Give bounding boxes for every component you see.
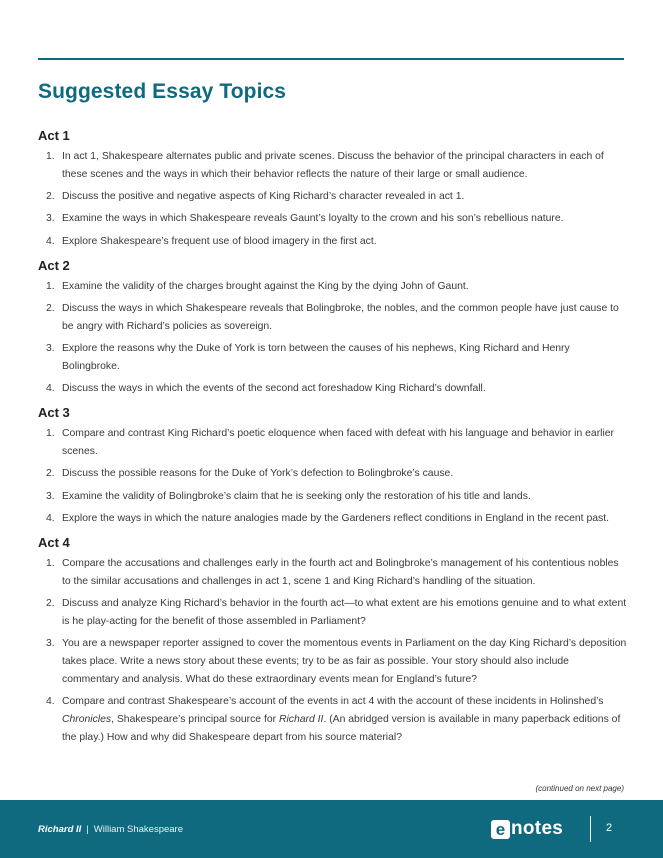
topic-number: 3. <box>46 638 55 650</box>
topic-text: Compare and contrast King Richard’s poetic eloquence when faced with defeat with his language and behavior in earlier scenes. <box>62 428 615 458</box>
topic-text: , Shakespeare’s principal source for <box>111 714 279 726</box>
topic-number: 4. <box>46 696 55 708</box>
essay-topics-content <box>38 128 628 754</box>
topic-list <box>38 555 628 748</box>
topic-text: Explore the ways in which the nature analogies made by the Gardeners reflect conditions in England in the recent past. <box>62 512 609 524</box>
topic-number: 1. <box>46 280 55 292</box>
enotes-logo-text: notes <box>511 818 564 839</box>
topic-number: 2. <box>46 597 55 609</box>
continued-note: (continued on next page) <box>535 784 624 793</box>
topic-item <box>38 595 628 631</box>
topic-item <box>38 693 628 747</box>
topic-number: 2. <box>46 302 55 314</box>
topic-item <box>38 210 628 228</box>
topic-text: Examine the validity of the charges brought against the King by the dying John of Gaunt. <box>62 280 469 292</box>
topic-text: Examine the ways in which Shakespeare reveals Gaunt’s loyalty to the crown and his son’s rebellious nature. <box>62 213 564 225</box>
topic-number: 2. <box>46 191 55 203</box>
top-rule <box>38 58 624 60</box>
topic-text: Explore the reasons why the Duke of York is torn between the causes of his nephews, King Richard and Henry Bolingbroke. <box>62 342 570 372</box>
topic-number: 1. <box>46 557 55 569</box>
topic-item <box>38 425 628 461</box>
topic-item <box>38 510 628 528</box>
topic-text: You are a newspaper reporter assigned to cover the momentous events in Parliament on the day King Richard’s deposition takes place. Write a news story about these events; try to be as fair as possible. Your story should also include commentary and analysis. What do these extraordinary events mean for England’s future? <box>62 638 627 686</box>
topic-text: . (An abridged version is available in many paperback editions of the play.) How and why did Shakespeare depart from his source material? <box>62 714 621 744</box>
topic-item <box>38 555 628 591</box>
topic-text: Examine the validity of Bolingbroke’s claim that he is seeking only the restoration of his title and lands. <box>62 490 531 502</box>
footer-citation <box>38 824 183 835</box>
topic-text: Explore Shakespeare’s frequent use of blood imagery in the first act. <box>62 235 377 247</box>
topic-item <box>38 635 628 689</box>
topic-text: Compare the accusations and challenges early in the fourth act and Bolingbroke’s management of his contentious nobles to the similar accusations and challenges in act 1, scene 1 and King Richard’s handling of the situation. <box>62 557 619 587</box>
topic-list <box>38 278 628 399</box>
topic-text: Discuss the possible reasons for the Duke of York’s defection to Bolingbroke’s cause. <box>62 468 454 480</box>
topic-number: 4. <box>46 235 55 247</box>
topic-item <box>38 300 628 336</box>
topic-number: 4. <box>46 512 55 524</box>
footer-separator: | <box>86 824 89 835</box>
topic-item <box>38 340 628 376</box>
topic-number: 1. <box>46 151 55 162</box>
topic-number: 3. <box>46 213 55 225</box>
topic-text: Discuss the ways in which Shakespeare reveals that Bolingbroke, the nobles, and the common people have just cause to be angry with Richard’s policies as sovereign. <box>62 302 619 332</box>
topic-number: 1. <box>46 428 55 440</box>
topic-text-italic: Chronicles <box>62 714 112 726</box>
topic-text-italic: Richard II <box>278 714 324 726</box>
page-title: Suggested Essay Topics <box>38 80 287 103</box>
topic-text: Discuss the ways in which the events of the second act foreshadow King Richard’s downfall. <box>62 383 486 395</box>
footer-author: William Shakespeare <box>93 824 183 835</box>
act-heading: Act 1 <box>38 128 70 143</box>
footer-divider <box>590 816 591 842</box>
topic-item <box>38 278 628 296</box>
topic-number: 3. <box>46 490 55 502</box>
topic-text: In act 1, Shakespeare alternates public and private scenes. Discuss the behavior of the principal characters in each of these scenes and the ways in which their behavior reflects the nature of their large or small audience. <box>62 151 604 180</box>
topic-item <box>38 148 628 184</box>
act-heading: Act 2 <box>38 257 70 273</box>
topic-item <box>38 488 628 506</box>
topic-item <box>38 233 628 251</box>
act-heading: Act 3 <box>38 405 70 421</box>
footer-bar <box>0 800 663 858</box>
topic-list <box>38 148 628 251</box>
topic-item <box>38 465 628 483</box>
topic-text: Discuss the positive and negative aspects of King Richard’s character revealed in act 1. <box>62 191 465 203</box>
footer-book-title: Richard II <box>38 824 82 835</box>
topic-item <box>38 188 628 206</box>
topic-number: 3. <box>46 342 55 354</box>
topic-number: 4. <box>46 383 55 395</box>
topic-item <box>38 380 628 398</box>
topic-list <box>38 425 628 528</box>
topic-text: Discuss and analyze King Richard’s behavior in the fourth act—to what extent are his emotions genuine and to what extent is he play-acting for the benefit of those assembled in Parliament? <box>62 597 627 627</box>
topic-number: 2. <box>46 468 55 480</box>
act-heading: Act 4 <box>38 534 70 550</box>
enotes-logo <box>491 817 563 841</box>
topic-text: Compare and contrast Shakespeare’s account of the events in act 4 with the account of these incidents in Holinshed’s <box>62 696 604 708</box>
page-number: 2 <box>606 822 613 834</box>
enotes-logo-mark-icon: e <box>491 820 510 839</box>
